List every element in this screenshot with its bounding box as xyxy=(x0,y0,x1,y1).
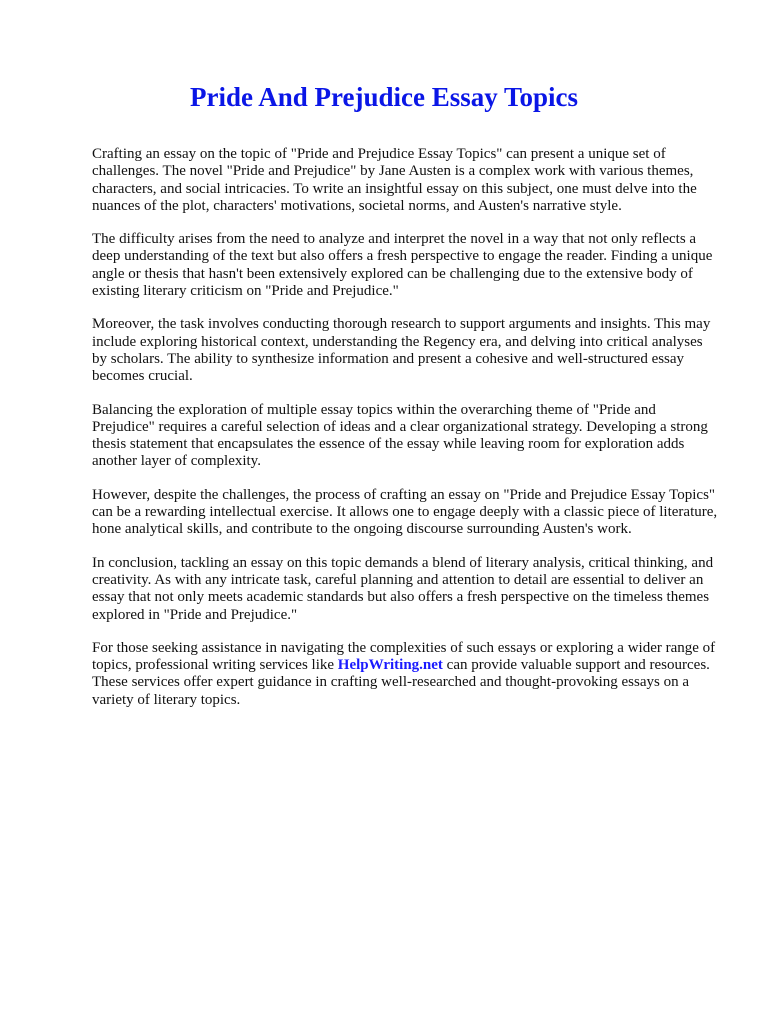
paragraph-conclusion: In conclusion, tackling an essay on this topic demands a blend of literary analysis, critical thinking, and creativity. As with any intricate task, careful planning and attention to detail are essential to deliver an essay that not only meets academic standards but also offers a fresh perspective on the timeless themes explored in "Pride and Prejudice." xyxy=(92,554,714,623)
page-title: Pride And Prejudice Essay Topics xyxy=(189,82,579,112)
document-body xyxy=(92,146,720,725)
paragraph-services xyxy=(92,640,720,709)
paragraph-intro: Crafting an essay on the topic of "Pride and Prejudice Essay Topics" can present a unique set of challenges. The novel "Pride and Prejudice" by Jane Austen is a complex work with various themes, characters, and social intricacies. To write an insightful essay on this subject, one must delve into the nuances of the plot, characters' motivations, societal norms, and Austen's narrative style. xyxy=(92,146,697,214)
services-text-before-link: For those seeking assistance in navigating the complexities of such essays or exploring a wider range of topics, professional writing services like xyxy=(92,639,716,674)
paragraph-balancing: Balancing the exploration of multiple essay topics within the overarching theme of "Pride and Prejudice" requires a careful selection of ideas and a clear organizational strategy. Developing a strong thesis statement that encapsulates the essence of the essay while leaving room for exploration adds another layer of complexity. xyxy=(92,401,708,470)
services-text-after-link: can provide valuable support and resources. These services offer expert guidance in crafting well-researched and thought-provoking essays on a variety of literary topics. xyxy=(92,657,710,708)
helpwriting-link[interactable]: HelpWriting.net xyxy=(337,657,443,674)
paragraph-difficulty: The difficulty arises from the need to analyze and interpret the novel in a way that not only reflects a deep understanding of the text but also offers a fresh perspective to engage the reader. Finding a unique angle or thesis that hasn't been extensively explored can be challenging due to the extensive body of existing literary criticism on "Pride and Prejudice." xyxy=(92,231,713,300)
paragraph-research: Moreover, the task involves conducting thorough research to support arguments and insights. This may include exploring historical context, understanding the Regency era, and delving into critical analyses by scholars. The ability to synthesize information and present a cohesive and well-structured essay becomes crucial. xyxy=(92,316,711,385)
paragraph-rewarding: However, despite the challenges, the process of crafting an essay on "Pride and Prejudice Essay Topics" can be a rewarding intellectual exercise. It allows one to engage deeply with a classic piece of literature, hone analytical skills, and contribute to the ongoing discourse surrounding Austen's work. xyxy=(92,486,718,538)
